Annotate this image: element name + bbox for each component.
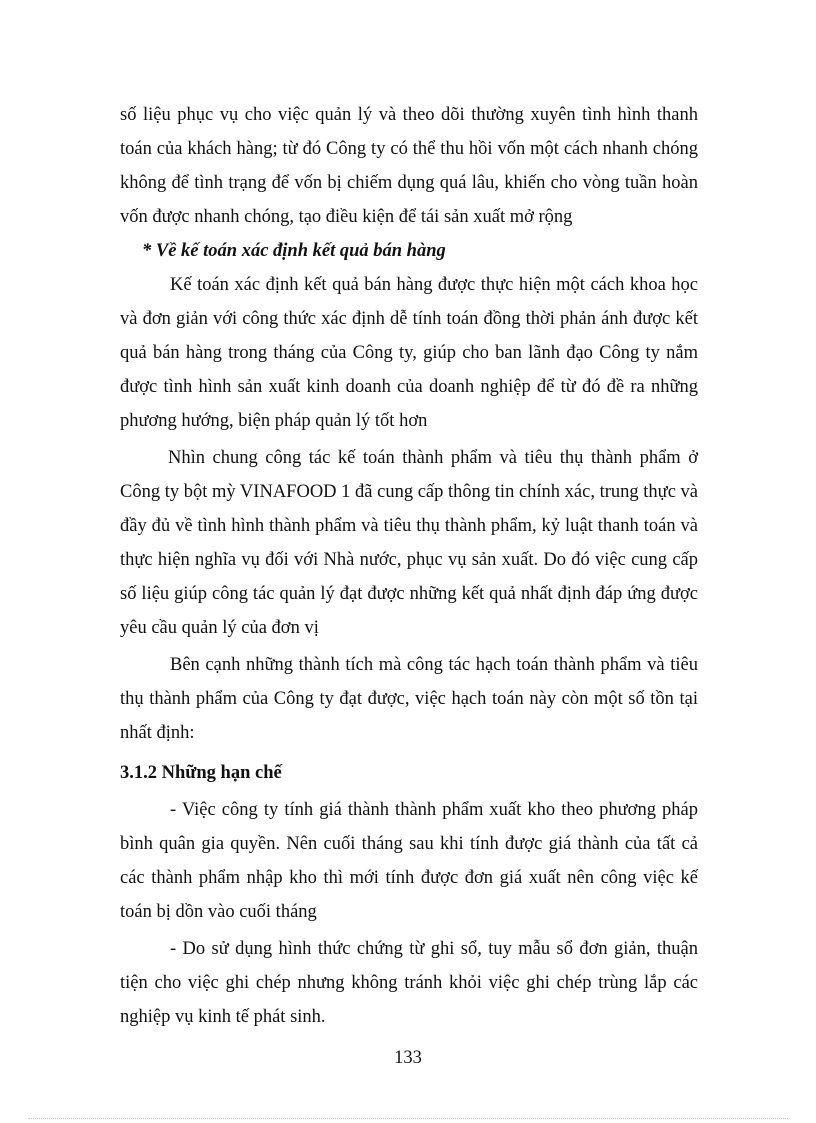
paragraph-payment-tracking: số liệu phục vụ cho việc quản lý và theo dõi thường xuyên tình hình thanh toán của khách hàng; từ đó Công ty có thể thu hồi vốn một cách nhanh chóng không để tình trạng để vốn bị chiếm dụng quá lâu, khiến cho vòng tuần hoàn vốn được nhanh chóng, tạo điều kiện để tái sản xuất mở rộng: [120, 105, 698, 227]
page-number: 133: [394, 1048, 422, 1068]
paragraph-limitation-vouchers: - Do sử dụng hình thức chứng từ ghi sổ, tuy mẫu sổ đơn giản, thuận tiện cho việc ghi chép nhưng không tránh khỏi việc ghi chép trùng lắp các nghiệp vụ kinh tế phát sinh.: [120, 939, 698, 1027]
paragraph-remaining-issues: Bên cạnh những thành tích mà công tác hạch toán thành phẩm và tiêu thụ thành phẩm của Công ty đạt được, việc hạch toán này còn một số tồn tại nhất định:: [120, 655, 698, 743]
section-heading-limitations: 3.1.2 Những hạn chế: [120, 763, 282, 783]
page-body: [120, 98, 698, 1034]
subheading-sales-result-accounting: * Về kế toán xác định kết quả bán hàng: [142, 241, 446, 261]
footer-dotted-rule: [28, 1118, 788, 1119]
paragraph-overall-assessment: Nhìn chung công tác kế toán thành phẩm và tiêu thụ thành phẩm ở Công ty bột mỳ VINAFOOD 1 đã cung cấp thông tin chính xác, trung thực và đầy đủ về tình hình thành phẩm và tiêu thụ thành phẩm, kỷ luật thanh toán và thực hiện nghĩa vụ đối với Nhà nước, phục vụ sản xuất. Do đó việc cung cấp số liệu giúp công tác quản lý đạt được những kết quả nhất định đáp ứng được yêu cầu quản lý của đơn vị: [120, 448, 698, 638]
paragraph-sales-result: Kế toán xác định kết quả bán hàng được thực hiện một cách khoa học và đơn giản với công thức xác định dễ tính toán đồng thời phản ánh được kết quả bán hàng trong tháng của Công ty, giúp cho ban lãnh đạo Công ty nắm được tình hình sản xuất kinh doanh của doanh nghiệp để từ đó đề ra những phương hướng, biện pháp quản lý tốt hơn: [120, 275, 698, 431]
paragraph-limitation-pricing: - Việc công ty tính giá thành thành phẩm xuất kho theo phương pháp bình quân gia quyền. Nên cuối tháng sau khi tính được giá thành của tất cả các thành phẩm nhập kho thì mới tính được đơn giá xuất nên công việc kế toán bị dồn vào cuối tháng: [120, 800, 698, 922]
